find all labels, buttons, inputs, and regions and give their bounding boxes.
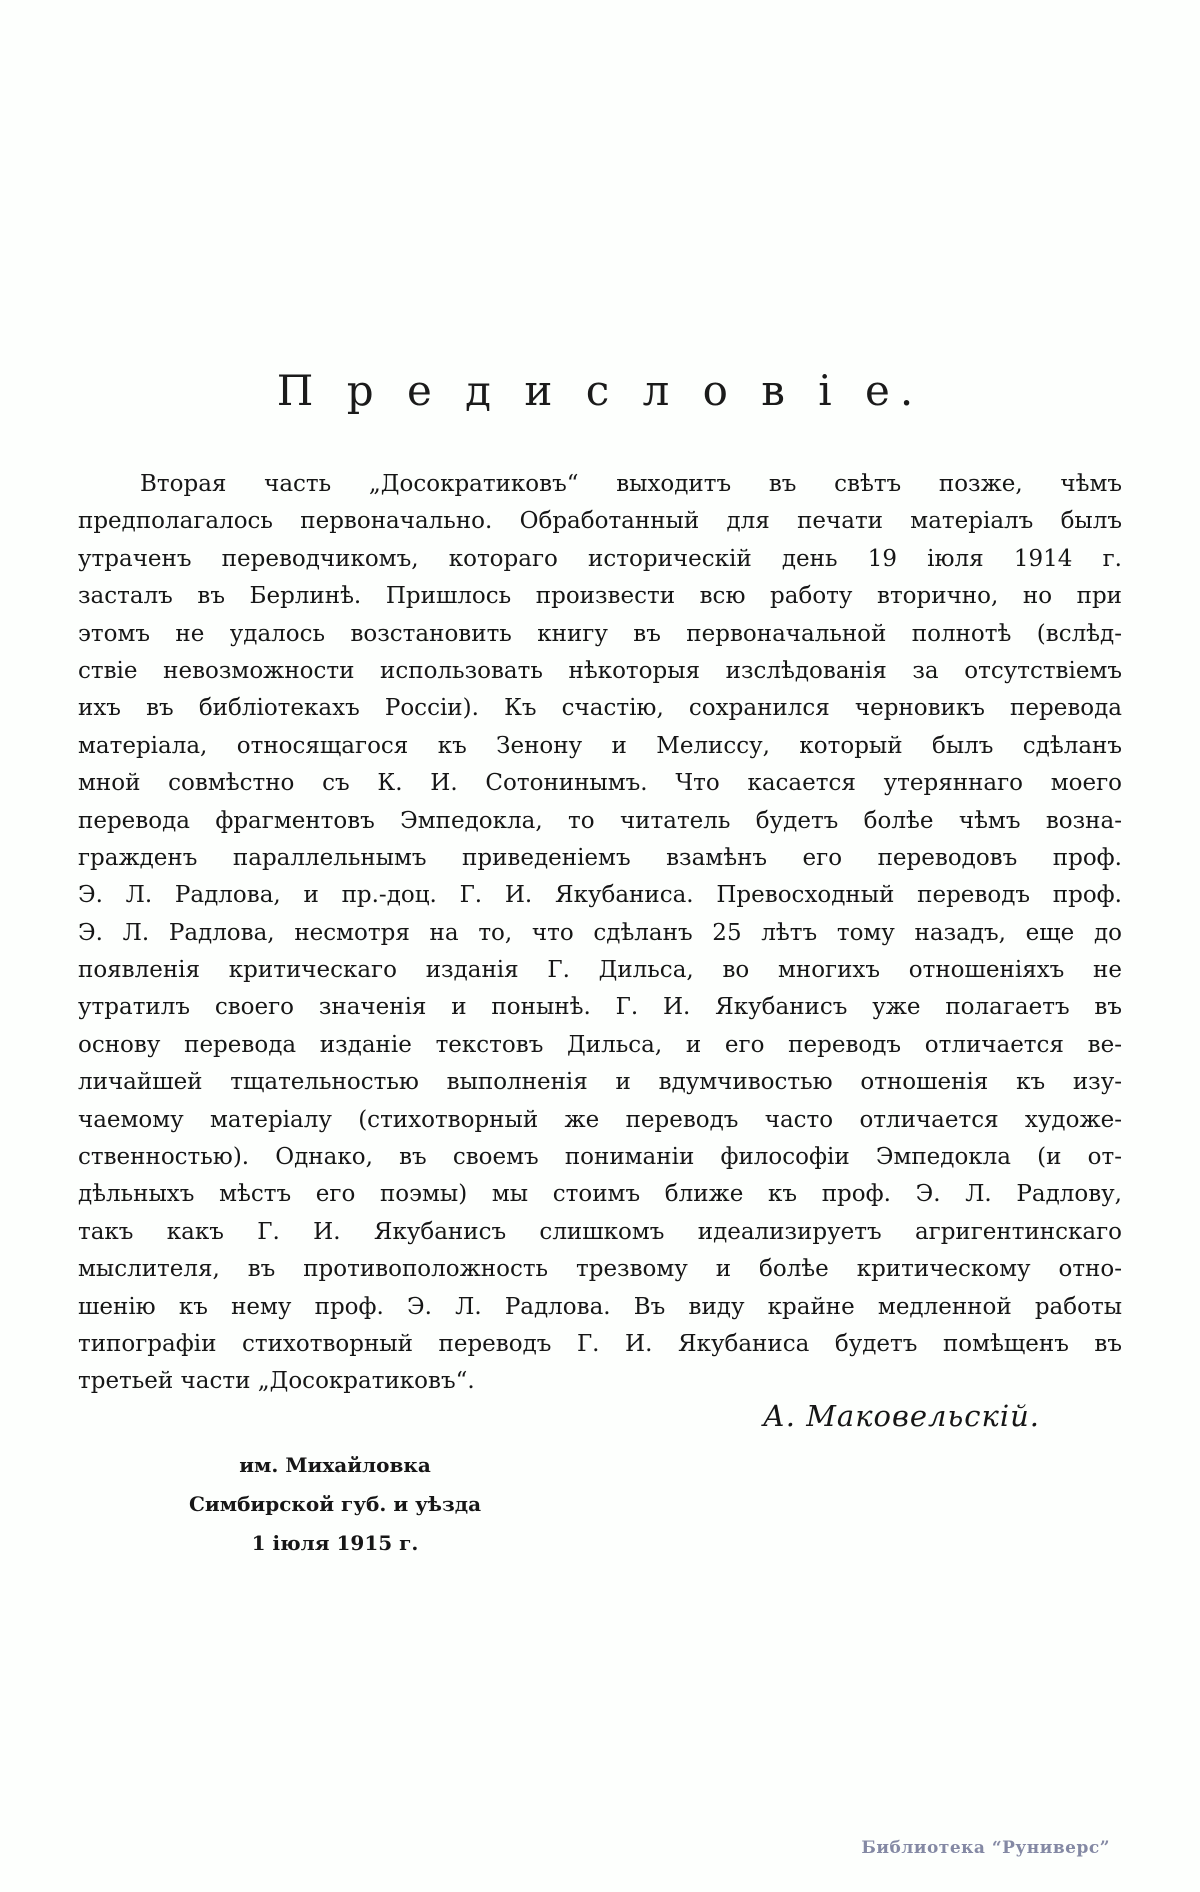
library-watermark: Библиотека “Руниверс”	[861, 1838, 1110, 1858]
body-line: утраченъ переводчикомъ, котораго историческій день 19 іюля 1914 г.	[78, 545, 1122, 572]
body-line: мной совмѣстно съ К. И. Сотонинымъ. Что касается утеряннаго моего	[78, 770, 1122, 797]
body-line: основу перевода изданіе текстовъ Дильса, и его переводъ отличается ве-	[78, 1031, 1122, 1058]
colophon-place: им. Михайловка	[239, 1453, 431, 1477]
body-line: личайшей тщательностью выполненія и вдумчивостью отношенія къ изу-	[78, 1069, 1122, 1096]
body-line: типографіи стихотворный переводъ Г. И. Якубаниса будетъ помѣщенъ въ	[78, 1330, 1122, 1357]
body-line: предполагалось первоначально. Обработанный для печати матеріалъ былъ	[78, 508, 1122, 535]
body-line: перевода фрагментовъ Эмпедокла, то читатель будетъ болѣе чѣмъ возна-	[78, 807, 1122, 834]
body-line: засталъ въ Берлинѣ. Пришлось произвести всю работу вторично, но при	[78, 583, 1122, 610]
preface-paragraph	[78, 466, 1122, 1401]
body-line: чаемому матеріалу (стихотворный же переводъ часто отличается художе-	[78, 1106, 1122, 1133]
page-title: П р е д и с л о в і е.	[276, 366, 924, 415]
body-line: утратилъ своего значенія и понынѣ. Г. И. Якубанисъ уже полагаетъ въ	[78, 994, 1122, 1021]
body-line: Э. Л. Радлова, и пр.-доц. Г. И. Якубаниса. Превосходный переводъ проф.	[78, 882, 1122, 909]
body-line: матеріала, относящагося къ Зенону и Мелиссу, который былъ сдѣланъ	[78, 732, 1122, 759]
colophon-region: Симбирской губ. и уѣзда	[188, 1492, 482, 1516]
body-line: третьей части „Досократиковъ“.	[78, 1368, 475, 1395]
author-signature: А. Маковельскій.	[762, 1399, 1040, 1433]
body-line: мыслителя, въ противоположность трезвому и болѣе критическому отно-	[78, 1256, 1122, 1283]
body-line: шенію къ нему проф. Э. Л. Радлова. Въ виду крайне медленной работы	[78, 1293, 1122, 1320]
body-line: ственностью). Однако, въ своемъ пониманіи философіи Эмпедокла (и от-	[78, 1144, 1122, 1171]
body-line: Э. Л. Радлова, несмотря на то, что сдѣланъ 25 лѣтъ тому назадъ, еще до	[78, 919, 1122, 946]
colophon-block	[165, 1446, 505, 1563]
body-line: ствіе невозможности использовать нѣкоторыя изслѣдованія за отсутствіемъ	[78, 657, 1122, 684]
body-line: появленія критическаго изданія Г. Дильса, во многихъ отношеніяхъ не	[78, 957, 1122, 984]
body-line: этомъ не удалось возстановить книгу въ первоначальной полнотѣ (вслѣд-	[78, 620, 1122, 647]
body-line: дѣльныхъ мѣстъ его поэмы) мы стоимъ ближе къ проф. Э. Л. Радлову,	[78, 1181, 1122, 1208]
body-line: гражденъ параллельнымъ приведеніемъ взамѣнъ его переводовъ проф.	[78, 844, 1122, 871]
colophon-date: 1 іюля 1915 г.	[251, 1531, 419, 1555]
body-line: такъ какъ Г. И. Якубанисъ слишкомъ идеализируетъ агригентинскаго	[78, 1218, 1122, 1245]
body-line: Вторая часть „Досократиковъ“ выходитъ въ свѣтъ позже, чѣмъ	[140, 471, 1122, 497]
body-line: ихъ въ библіотекахъ Россіи). Къ счастію, сохранился черновикъ перевода	[78, 695, 1122, 722]
